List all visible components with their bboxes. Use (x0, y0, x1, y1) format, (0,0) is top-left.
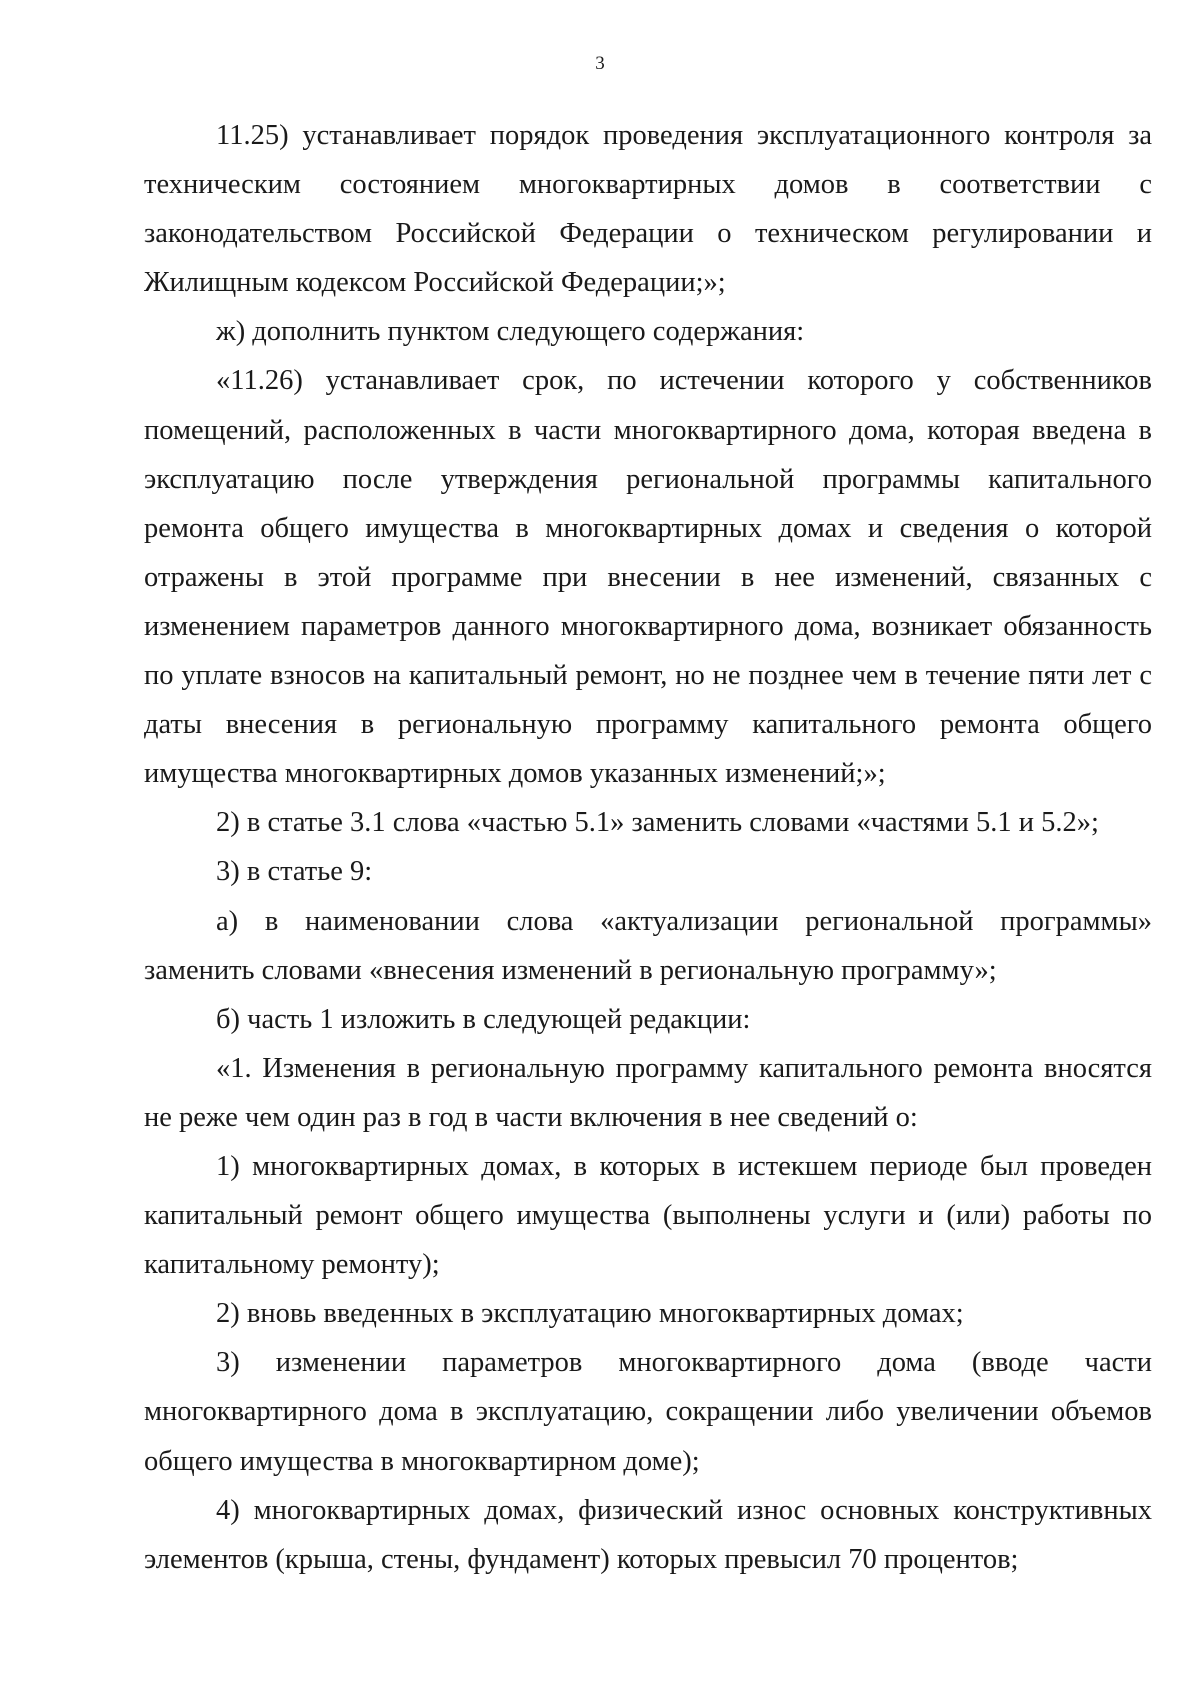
paragraph-part-1: «1. Изменения в региональную программу капитального ремонта вносятся не реже чем один раз в год в части включения в нее сведений о: (144, 1052, 1152, 1133)
paragraph-subitem-2: 2) вновь введенных в эксплуатацию многоквартирных домах; (216, 1298, 964, 1330)
paragraph-subitem-1: 1) многоквартирных домах, в которых в истекшем периоде был проведен капитальный ремонт общего имущества (выполнены услуги и (или) работы по капитальному ремонту); (144, 1150, 1152, 1281)
paragraph-11-26: «11.26) устанавливает срок, по истечении которого у собственников помещений, расположенных в части многоквартирного дома, которая введена в эксплуатацию после утверждения региональной программы капитального ремонта общего имущества в многоквартирных домах и сведения о которой отражены в этой программе при внесении в нее изменений, связанных с изменением параметров данного многоквартирного дома, возникает обязанность по уплате взносов на капитальный ремонт, но не позднее чем в течение пяти лет с даты внесения в региональную программу капитального ремонта общего имущества многоквартирных домов указанных изменений;»; (144, 365, 1152, 790)
paragraph-11-25: 11.25) устанавливает порядок проведения эксплуатационного контроля за техническим состоянием многоквартирных домов в соответствии с законодательством Российской Федерации о техническом регулировании и Жилищным кодексом Российской Федерации;»; (144, 120, 1152, 299)
paragraph-zh: ж) дополнить пунктом следующего содержания: (216, 316, 805, 348)
document-body (144, 111, 1152, 1584)
paragraph-subitem-4: 4) многоквартирных домах, физический износ основных конструктивных элементов (крыша, стены, фундамент) которых превысил 70 процентов; (144, 1494, 1152, 1575)
paragraph-a: а) в наименовании слова «актуализации региональной программы» заменить словами «внесения изменений в региональную программу»; (144, 905, 1152, 986)
paragraph-item-3: 3) в статье 9: (216, 856, 373, 888)
paragraph-item-2: 2) в статье 3.1 слова «частью 5.1» заменить словами «частями 5.1 и 5.2»; (216, 807, 1099, 839)
paragraph-subitem-3: 3) изменении параметров многоквартирного дома (вводе части многоквартирного дома в эксплуатацию, сокращении либо увеличении объемов общего имущества в многоквартирном доме); (144, 1347, 1152, 1477)
page-number: 3 (595, 53, 605, 74)
paragraph-b: б) часть 1 изложить в следующей редакции: (216, 1003, 751, 1035)
